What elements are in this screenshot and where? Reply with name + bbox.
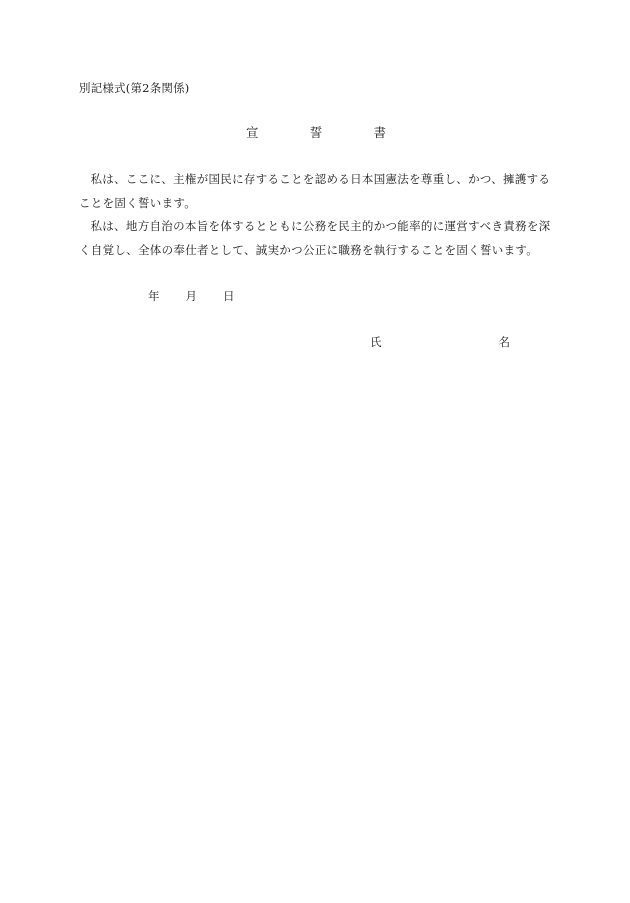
title-char: 書	[373, 125, 386, 140]
day-label: 日	[223, 289, 235, 303]
title-char: 宣	[246, 125, 259, 140]
surname-label: 氏	[370, 335, 382, 349]
title-char: 誓	[309, 125, 323, 140]
month-label: 月	[185, 289, 197, 303]
oath-paragraph: 私は、地方自治の本旨を体するとともに公務を民主的かつ能率的に運営すべき責務を深く自覚し、全体の奉仕者として、誠実かつ公正に職務を執行することを固く誓います。	[79, 219, 551, 257]
year-label: 年	[148, 289, 160, 303]
form-reference: 別記様式(第2条関係)	[79, 81, 190, 95]
given-name-label: 名	[498, 335, 510, 349]
oath-body	[79, 168, 554, 262]
signature-line	[370, 334, 510, 350]
document-title	[246, 123, 386, 141]
oath-paragraph: 私は、ここに、主権が国民に存することを認める日本国憲法を尊重し、かつ、擁護することを固く誓います。	[79, 172, 551, 210]
date-line	[148, 288, 235, 304]
